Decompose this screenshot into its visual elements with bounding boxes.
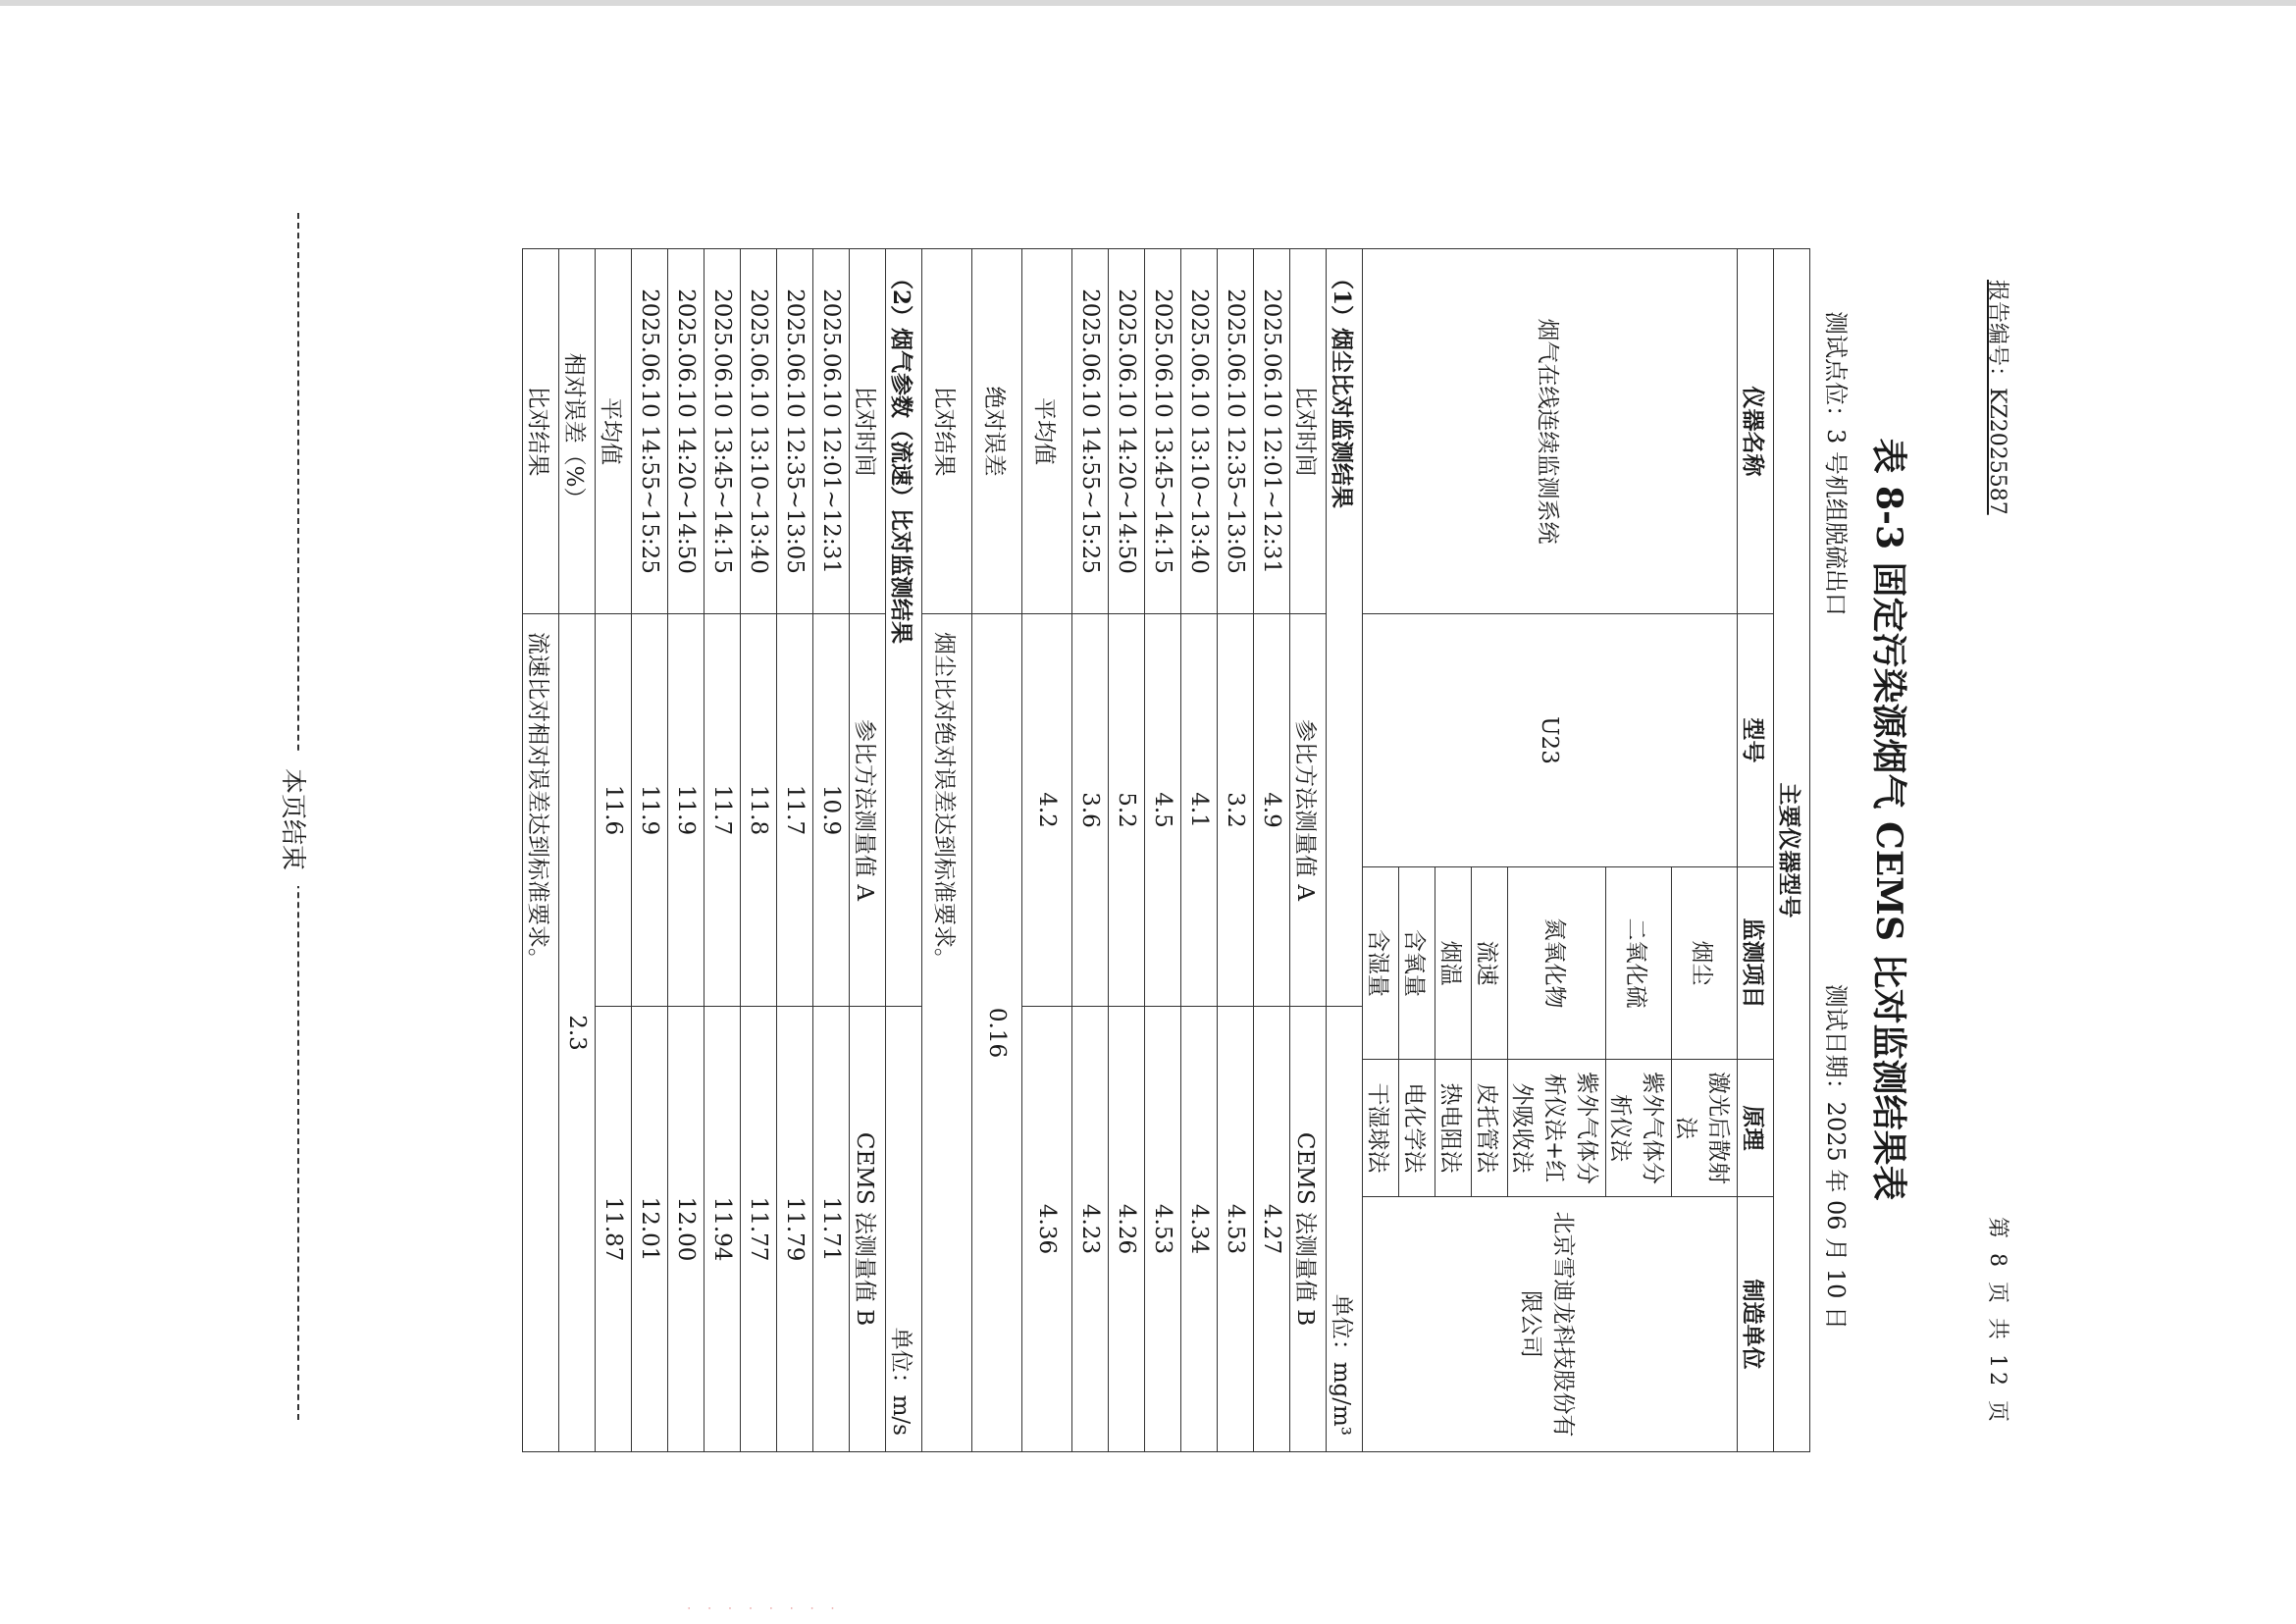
section2-time: 2025.06.10 13:10~13:40 — [741, 249, 777, 614]
section2-b: 12.01 — [632, 1007, 668, 1452]
table-row — [668, 249, 704, 1452]
scan-edge — [0, 0, 2296, 6]
section2-b: 12.00 — [668, 1007, 704, 1452]
section2-error-value: 2.3 — [559, 614, 596, 1452]
section1-b: 4.53 — [1145, 1007, 1181, 1452]
section2-a: 11.7 — [777, 614, 813, 1007]
section1-error-value: 0.16 — [972, 614, 1022, 1452]
section1-a: 3.6 — [1072, 614, 1109, 1007]
section2-b: 11.79 — [777, 1007, 813, 1452]
instrument-item: 氮氧化物 — [1508, 867, 1606, 1060]
instrument-principle: 电化学法 — [1399, 1060, 1435, 1197]
header-item: 监测项目 — [1738, 867, 1774, 1060]
section1-title: （1）烟尘比对监测结果 — [1327, 249, 1363, 1007]
header-instrument-name: 仪器名称 — [1738, 249, 1774, 614]
section2-a: 11.9 — [632, 614, 668, 1007]
header-manufacturer: 制造单位 — [1738, 1197, 1774, 1452]
section1-error-label: 绝对误差 — [972, 249, 1022, 614]
instrument-item: 烟温 — [1435, 867, 1472, 1060]
instrument-row — [1672, 249, 1738, 1452]
section1-result-label: 比对结果 — [922, 249, 972, 614]
section2-a: 11.8 — [741, 614, 777, 1007]
instrument-item: 流速 — [1472, 867, 1508, 1060]
table-row — [1254, 249, 1290, 1452]
instrument-item: 含湿量 — [1363, 867, 1399, 1060]
table-row — [1218, 249, 1254, 1452]
instrument-name: 烟气在线连续监测系统 — [1363, 249, 1738, 614]
section1-title-row — [1327, 249, 1363, 1452]
report-number-value: KZ2025587 — [1985, 388, 2009, 515]
page-end-label: 本页结束 — [278, 753, 307, 886]
instrument-principle: 紫外气体分析仪法+红外吸收法 — [1508, 1060, 1606, 1197]
instrument-principle: 热电阻法 — [1435, 1060, 1472, 1197]
section2-header-b: CEMS 法测量值 B — [850, 1007, 886, 1452]
instrument-header-row — [1738, 249, 1774, 1452]
instrument-item: 含氧量 — [1399, 867, 1435, 1060]
section1-b: 4.26 — [1109, 1007, 1145, 1452]
section1-a: 3.2 — [1218, 614, 1254, 1007]
test-date: 测试日期：2025 年 06 月 10 日 — [1822, 983, 1850, 1330]
section1-a: 4.9 — [1254, 614, 1290, 1007]
section1-time: 2025.06.10 13:10~13:40 — [1181, 249, 1218, 614]
instrument-principle: 紫外气体分析仪法 — [1606, 1060, 1672, 1197]
report-number-label: 报告编号： — [1985, 280, 2009, 389]
header-model: 型号 — [1738, 614, 1774, 867]
section1-avg-b: 4.36 — [1022, 1007, 1072, 1452]
section2-result-row — [523, 249, 559, 1452]
instrument-item: 烟尘 — [1672, 867, 1738, 1060]
section1-b: 4.53 — [1218, 1007, 1254, 1452]
table-row — [777, 249, 813, 1452]
section1-avg-row — [1022, 249, 1072, 1452]
section2-avg-row — [596, 249, 632, 1452]
section1-avg-label: 平均值 — [1022, 249, 1072, 614]
section1-result-row — [922, 249, 972, 1452]
section2-title: （2）烟气参数（流速）比对监测结果 — [886, 249, 922, 1007]
table-row — [741, 249, 777, 1452]
section1-time: 2025.06.10 14:20~14:50 — [1109, 249, 1145, 614]
section2-time: 2025.06.10 13:45~14:15 — [704, 249, 741, 614]
instrument-principle: 激光后散射法 — [1672, 1060, 1738, 1197]
instrument-principle: 干湿球法 — [1363, 1060, 1399, 1197]
cems-comparison-table — [522, 248, 1810, 1452]
section1-a: 4.1 — [1181, 614, 1218, 1007]
bottom-seal-fragment: ‧ ‧ ‧ ‧ ‧ ‧ ‧ ‧ — [687, 1601, 841, 1617]
section1-time: 2025.06.10 12:01~12:31 — [1254, 249, 1290, 614]
section2-time: 2025.06.10 14:55~15:25 — [632, 249, 668, 614]
section2-title-row — [886, 249, 922, 1452]
section1-avg-a: 4.2 — [1022, 614, 1072, 1007]
section2-time: 2025.06.10 14:20~14:50 — [668, 249, 704, 614]
section1-time: 2025.06.10 13:45~14:15 — [1145, 249, 1181, 614]
section1-a: 4.5 — [1145, 614, 1181, 1007]
page-end — [277, 15, 313, 1624]
section1-header-time: 比对时间 — [1290, 249, 1327, 614]
instrument-item: 二氧化硫 — [1606, 867, 1672, 1060]
section2-result-text: 流速比对相对误差达到标准要求。 — [523, 614, 559, 1452]
section2-a: 11.9 — [668, 614, 704, 1007]
section1-a: 5.2 — [1109, 614, 1145, 1007]
section1-header-a: 参比方法测量值 A — [1290, 614, 1327, 1007]
section2-result-label: 比对结果 — [523, 249, 559, 614]
section2-error-row — [559, 249, 596, 1452]
instrument-model: U23 — [1363, 614, 1738, 867]
page-info: 第 8 页 共 12 页 — [1985, 1217, 2009, 1426]
section1-time: 2025.06.10 14:55~15:25 — [1072, 249, 1109, 614]
table-row — [1145, 249, 1181, 1452]
section2-header-row — [850, 249, 886, 1452]
section2-error-label: 相对误差（%） — [559, 249, 596, 614]
table-row — [704, 249, 741, 1452]
section2-b: 11.94 — [704, 1007, 741, 1452]
header-principle: 原理 — [1738, 1060, 1774, 1197]
section1-b: 4.34 — [1181, 1007, 1218, 1452]
table-row — [632, 249, 668, 1452]
section2-avg-label: 平均值 — [596, 249, 632, 614]
instrument-manufacturer: 北京雪迪龙科技股份有限公司 — [1363, 1197, 1738, 1452]
section2-time: 2025.06.10 12:35~13:05 — [777, 249, 813, 614]
section2-avg-b: 11.87 — [596, 1007, 632, 1452]
table-row — [813, 249, 850, 1452]
section1-header-row — [1290, 249, 1327, 1452]
section1-b: 4.27 — [1254, 1007, 1290, 1452]
section2-b: 11.71 — [813, 1007, 850, 1452]
report-number — [1984, 280, 2014, 515]
section1-time: 2025.06.10 12:35~13:05 — [1218, 249, 1254, 614]
table-row — [1072, 249, 1109, 1452]
section1-result-text: 烟尘比对绝对误差达到标准要求。 — [922, 614, 972, 1452]
section2-time: 2025.06.10 12:01~12:31 — [813, 249, 850, 614]
report-page — [15, 15, 2271, 1624]
table-row — [1181, 249, 1218, 1452]
section2-a: 10.9 — [813, 614, 850, 1007]
section2-b: 11.77 — [741, 1007, 777, 1452]
table-title: 表 8-3 固定污染源烟气 CEMS 比对监测结果表 — [1868, 438, 1909, 1201]
section1-b: 4.23 — [1072, 1007, 1109, 1452]
instrument-main-header-row — [1774, 249, 1810, 1452]
section2-avg-a: 11.6 — [596, 614, 632, 1007]
table-row — [1109, 249, 1145, 1452]
section2-header-time: 比对时间 — [850, 249, 886, 614]
section2-unit: 单位：m/s — [886, 1007, 922, 1452]
section2-header-a: 参比方法测量值 A — [850, 614, 886, 1007]
section1-error-row — [972, 249, 1022, 1452]
instrument-main-header: 主要仪器型号 — [1774, 249, 1810, 1452]
section1-unit: 单位：mg/m³ — [1327, 1007, 1363, 1452]
section1-header-b: CEMS 法测量值 B — [1290, 1007, 1327, 1452]
instrument-principle: 皮托管法 — [1472, 1060, 1508, 1197]
test-location: 测试点位：3 号机组脱硫出口 — [1822, 311, 1850, 616]
section2-a: 11.7 — [704, 614, 741, 1007]
